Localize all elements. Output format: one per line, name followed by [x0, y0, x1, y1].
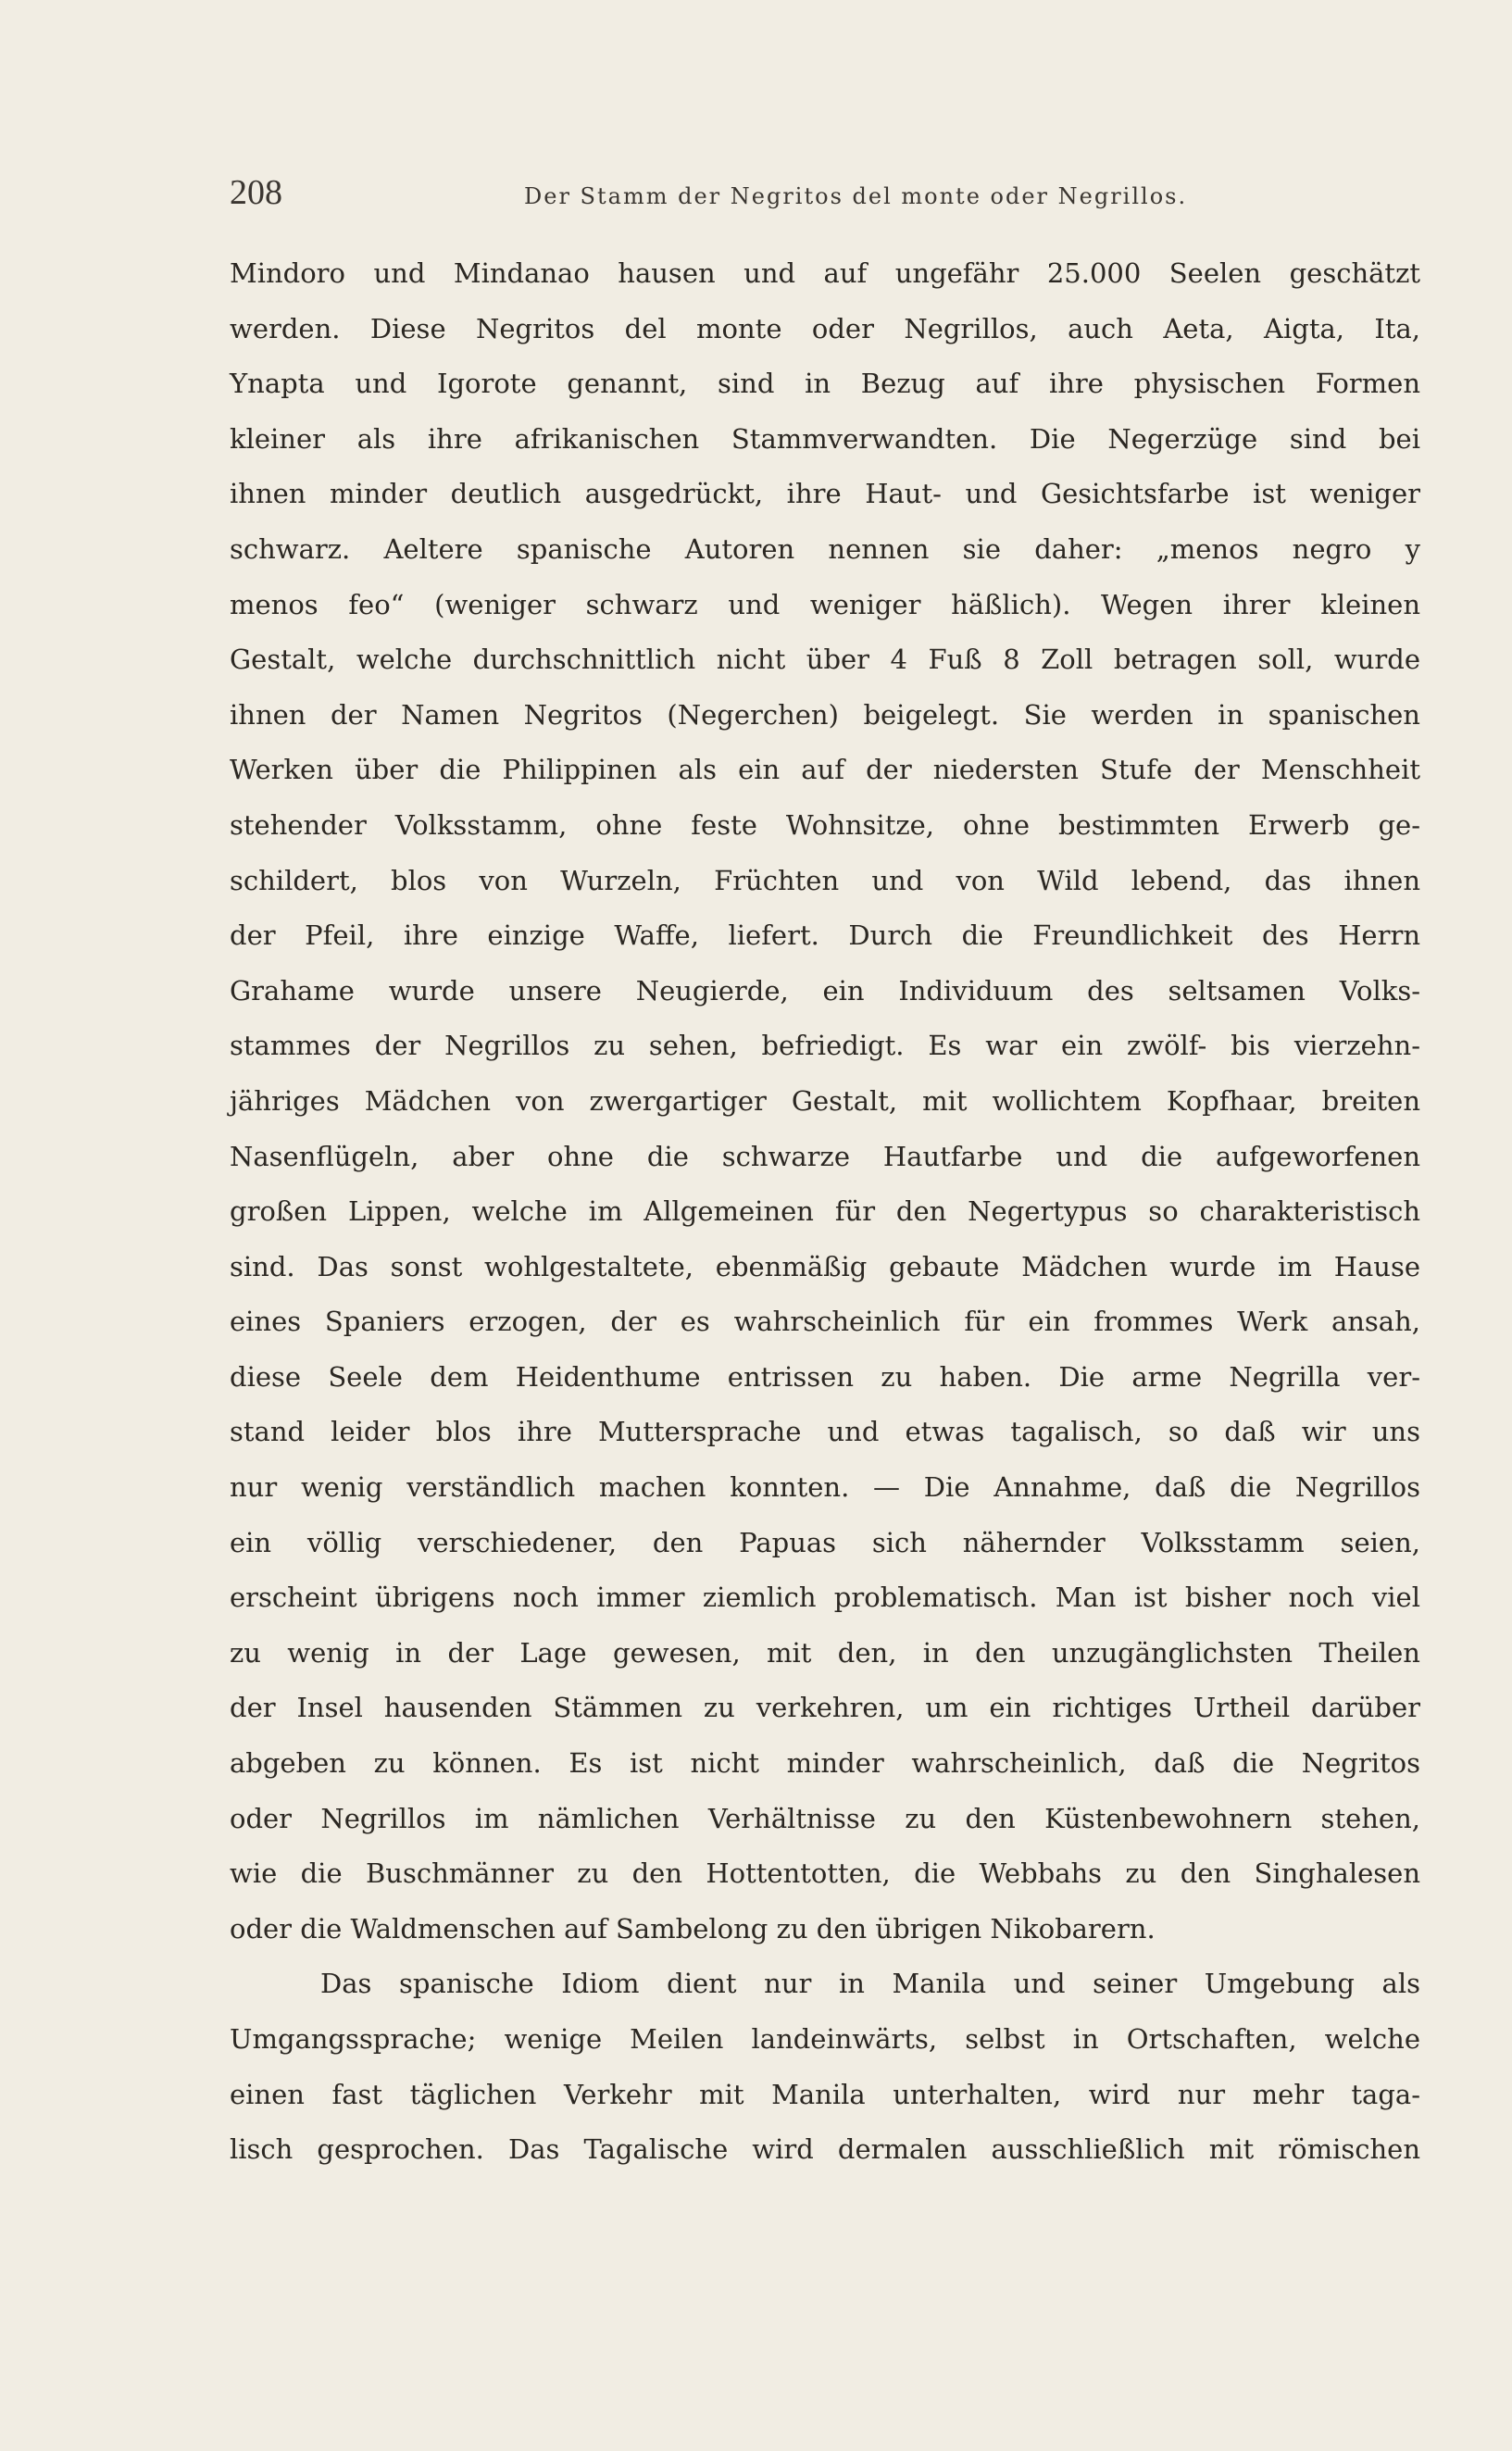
- text-line: Grahame wurde unsere Neugierde, ein Individuum des seltsamen Volks-: [230, 974, 1420, 1007]
- text-line: Nasenflügeln, aber ohne die schwarze Hautfarbe und die aufgeworfenen: [230, 1140, 1420, 1172]
- running-head: Der Stamm der Negritos del monte oder Negrillos.: [524, 183, 1188, 209]
- text-line: menos feo“ (weniger schwarz und weniger häßlich). Wegen ihrer kleinen: [230, 588, 1420, 620]
- text-line: nur wenig verständlich machen konnten. — Die Annahme, daß die Negrillos: [230, 1471, 1420, 1504]
- text-line: ein völlig verschiedener, den Papuas sich nähernder Volksstamm seien,: [230, 1526, 1420, 1558]
- text-line: Werken über die Philippinen als ein auf der niedersten Stufe der Menschheit: [230, 754, 1420, 786]
- text-line: zu wenig in der Lage gewesen, mit den, in den unzugänglichsten Theilen: [230, 1636, 1420, 1669]
- text-line: oder Negrillos im nämlichen Verhältnisse zu den Küstenbewohnern stehen,: [230, 1802, 1420, 1834]
- text-line: schildert, blos von Wurzeln, Früchten und von Wild lebend, das ihnen: [230, 864, 1420, 896]
- text-line: sind. Das sonst wohlgestaltete, ebenmäßig gebaute Mädchen wurde im Hause: [230, 1250, 1420, 1282]
- text-line: eines Spaniers erzogen, der es wahrscheinlich für ein frommes Werk ansah,: [230, 1306, 1420, 1338]
- paragraph-2: [230, 1957, 1420, 2177]
- text-line: werden. Diese Negritos del monte oder Negrillos, auch Aeta, Aigta, Ita,: [230, 312, 1420, 344]
- text-line: großen Lippen, welche im Allgemeinen für den Negertypus so charakteristisch: [230, 1195, 1420, 1228]
- paragraph-1: [230, 246, 1420, 1957]
- text-line: ihnen der Namen Negritos (Negerchen) beigelegt. Sie werden in spanischen: [230, 698, 1420, 731]
- text-line: Gestalt, welche durchschnittlich nicht über 4 Fuß 8 Zoll betragen soll, wurde: [230, 644, 1420, 676]
- text-line: ihnen minder deutlich ausgedrückt, ihre Haut- und Gesichtsfarbe ist weniger: [230, 478, 1420, 510]
- text-line: lisch gesprochen. Das Tagalische wird dermalen ausschließlich mit römischen: [230, 2133, 1420, 2166]
- page-header: [230, 172, 1415, 228]
- text-line: einen fast täglichen Verkehr mit Manila unterhalten, wird nur mehr taga-: [230, 2078, 1420, 2110]
- text-line: stammes der Negrillos zu sehen, befriedigt. Es war ein zwölf- bis vierzehn-: [230, 1030, 1420, 1062]
- text-line: kleiner als ihre afrikanischen Stammverwandten. Die Negerzüge sind bei: [230, 422, 1420, 455]
- text-line: Ynapta und Igorote genannt, sind in Bezug auf ihre physischen Formen: [230, 368, 1420, 400]
- text-line: stehender Volksstamm, ohne feste Wohnsitze, ohne bestimmten Erwerb ge-: [230, 808, 1420, 841]
- text-line: der Insel hausenden Stämmen zu verkehren, um ein richtiges Urtheil darüber: [230, 1692, 1420, 1724]
- page-number: 208: [230, 173, 282, 212]
- text-line: Das spanische Idiom dient nur in Manila und seiner Umgebung als: [320, 1968, 1420, 2000]
- text-line: schwarz. Aeltere spanische Autoren nennen sie daher: „menos negro y: [230, 532, 1420, 565]
- text-line: stand leider blos ihre Muttersprache und etwas tagalisch, so daß wir uns: [230, 1416, 1420, 1448]
- text-line: oder die Waldmenschen auf Sambelong zu den übrigen Nikobarern.: [230, 1912, 1156, 1945]
- text-line: jähriges Mädchen von zwergartiger Gestalt, mit wollichtem Kopfhaar, breiten: [230, 1084, 1420, 1117]
- text-line: diese Seele dem Heidenthume entrissen zu haben. Die arme Negrilla ver-: [230, 1360, 1420, 1393]
- body-text: [230, 246, 1420, 2178]
- text-line: der Pfeil, ihre einzige Waffe, liefert. Durch die Freundlichkeit des Herrn: [230, 919, 1420, 952]
- text-line: abgeben zu können. Es ist nicht minder wahrscheinlich, daß die Negritos: [230, 1747, 1420, 1780]
- text-line: wie die Buschmänner zu den Hottentotten, die Webbahs zu den Singhalesen: [230, 1857, 1420, 1890]
- text-line: erscheint übrigens noch immer ziemlich problematisch. Man ist bisher noch viel: [230, 1582, 1420, 1614]
- text-line: Mindoro und Mindanao hausen und auf ungefähr 25.000 Seelen geschätzt: [230, 257, 1420, 289]
- text-line: Umgangssprache; wenige Meilen landeinwärts, selbst in Ortschaften, welche: [230, 2023, 1420, 2055]
